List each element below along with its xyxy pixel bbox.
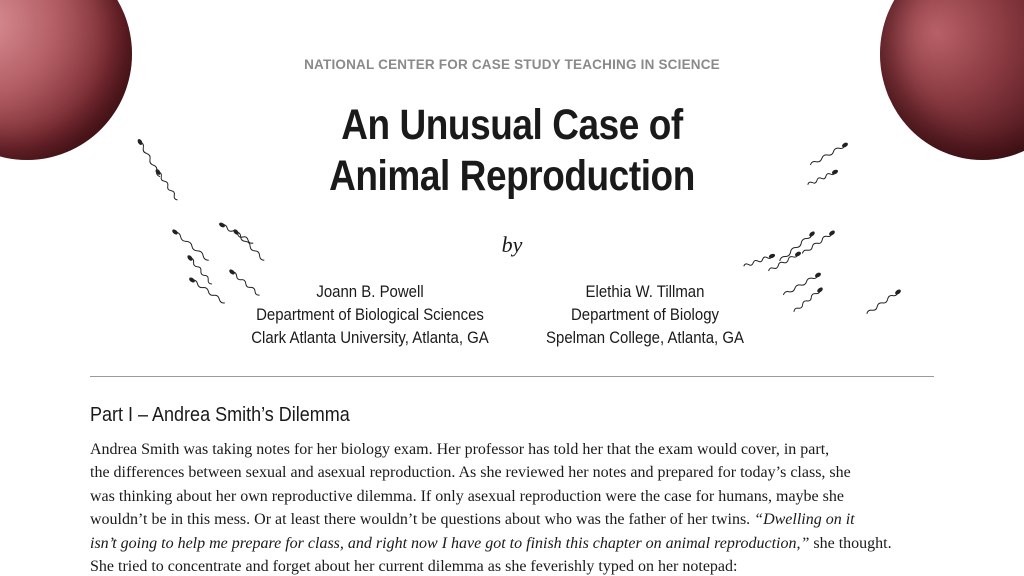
sperm-cell-icon — [783, 275, 818, 295]
paragraph-line: was thinking about her own reproductive dilemma. If only asexual reproduction were the case for humans, maybe she — [90, 487, 844, 505]
sperm-cell-icon — [192, 280, 225, 303]
sperm-head-icon — [218, 222, 226, 229]
paragraph-line — [90, 508, 950, 531]
paragraph-text: she thought. — [813, 534, 892, 552]
author-department: Department of Biology — [570, 305, 720, 324]
italic-quote: “Dwelling on it — [754, 511, 855, 529]
divider — [90, 376, 934, 377]
sperm-head-icon — [816, 286, 823, 293]
italic-quote: isn’t going to help me prepare for class, and right now I have got to finish this chapter on animal reproduction,” — [90, 534, 810, 552]
title-line-1: An Unusual Case of — [341, 101, 683, 149]
author-department: Department of Biological Sciences — [256, 305, 484, 324]
author-name: Elethia W. Tillman — [585, 282, 705, 301]
sperm-cell-icon — [867, 292, 898, 314]
title-line-2: Animal Reproduction — [329, 152, 695, 200]
sperm-head-icon — [814, 272, 822, 279]
page-title — [72, 100, 953, 202]
sperm-head-icon — [894, 289, 902, 296]
author-name: Joann B. Powell — [316, 282, 424, 301]
author-institution: Spelman College, Atlanta, GA — [546, 328, 744, 347]
paragraph-text: wouldn’t be in this mess. Or at least there wouldn’t be questions about who was the father of her twins. — [90, 511, 751, 529]
section-heading: Part I – Andrea Smith’s Dilemma — [90, 404, 350, 426]
sperm-cell-icon — [794, 290, 820, 312]
author-block-1 — [238, 280, 502, 349]
author-block-2 — [522, 280, 768, 349]
organization-name: NATIONAL CENTER FOR CASE STUDY TEACHING IN SCIENCE — [304, 57, 720, 72]
byline: by — [501, 232, 523, 257]
body-paragraph — [90, 438, 950, 576]
paragraph-line: the differences between sexual and asexual reproduction. As she reviewed her notes and prepared for today’s class, she — [90, 464, 851, 482]
paragraph-line: She tried to concentrate and forget about her current dilemma as she feverishly typed on her notepad: — [90, 558, 738, 576]
paragraph-line: Andrea Smith was taking notes for her biology exam. Her professor has told her that the exam would cover, in part, — [90, 441, 830, 458]
author-institution: Clark Atlanta University, Atlanta, GA — [251, 328, 489, 347]
paragraph-line — [90, 532, 950, 555]
